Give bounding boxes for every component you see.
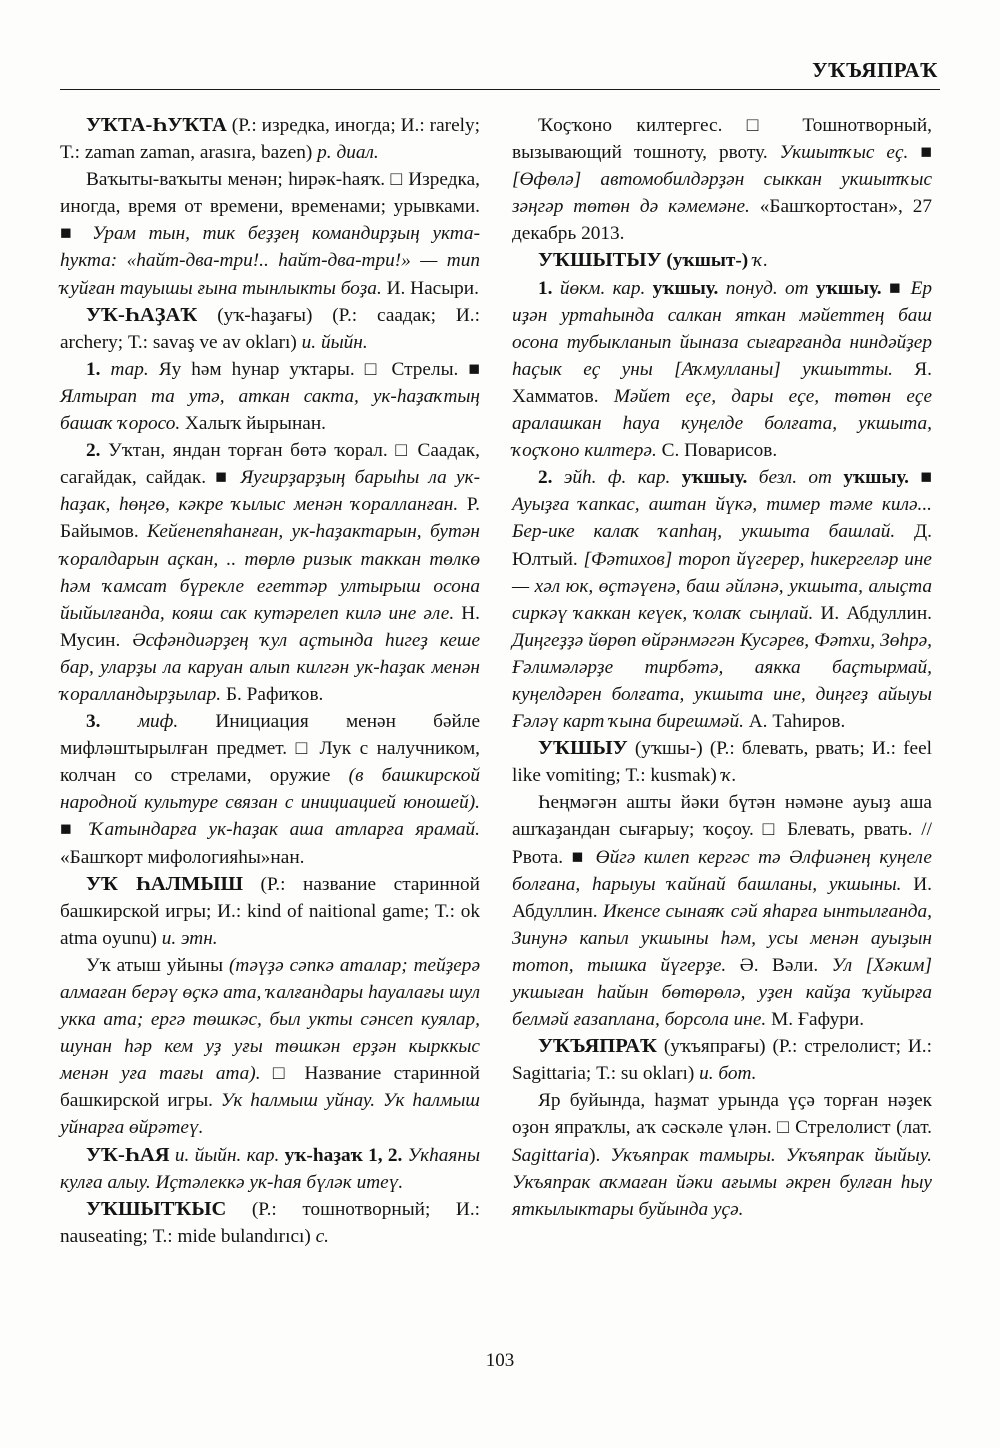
sense-number: 1.: [86, 358, 111, 380]
pos-label: р. диал.: [317, 142, 379, 164]
citation: И. Насыри.: [381, 277, 479, 299]
citation: И. Абдуллин.: [813, 602, 932, 624]
example: Укһаяны кулға алыу. Иҫтәлеккә ук-һая бүләк итеү.: [60, 1144, 481, 1193]
example: Укъяпрак тамыры. Укъяпрак йыйыу. Укъяпрак аҡмаған йәки ағымы әкрен булған һыу яткылыктары буйында уҫә.: [512, 1144, 932, 1220]
gloss: (Р.: изредка, иногда; И.: rarely; Т.: zaman zaman, arasıra, bazen): [60, 115, 480, 164]
sense: [60, 952, 480, 1142]
definition: Уҡ атыш уйыны: [86, 954, 230, 976]
definition: Ҡоҫҡоно килтергес. □ Тошнотворный, вызывающий тошноту, рвоту.: [512, 115, 932, 164]
sense-2: [60, 437, 480, 708]
example: Икенсе сынаяҡ сәй яһарға ынтылғанда, Зинунә капыл укшыны һәм, усы менән ауыҙын тотоп, тышка йүгерҙе.: [512, 900, 932, 976]
definition: Ваҡыты-ваҡыты менән; һирәк-һаяҡ. □ Изредка, иногда, время от времени, временами; урывками. ■: [60, 169, 480, 245]
header-rule: [60, 89, 940, 90]
definition-note: (тәүҙә сәпкә аталар; тейҙерә алмаған берәү өҫкә ата, ҡалғандары һауалағы шул укка ата; ергә төшкәс, был укты сәнсеп куялар, шунан һәр кем уҙ уғы төшкән ерҙән кырккыс менән уға тағы ата).: [60, 954, 480, 1085]
definition: Яр буйында, һаҙмат урында үҫә торған нәҙек оҙон япраҡлы, аҡ сәскәле үлән. □ Стрелолист (лат.: [512, 1090, 932, 1139]
gloss: (Р.: тошнотворный; И.: nauseating; Т.: mide bulandırıcı): [60, 1198, 480, 1247]
sense-number: 3.: [86, 711, 138, 733]
entry-uk-hazak: [60, 302, 480, 356]
pos-label: и. йыйн. кар.: [169, 1144, 285, 1166]
left-column: [60, 112, 480, 1250]
headword: УҠЪЯПРАҠ: [538, 1035, 657, 1058]
sense: [60, 166, 480, 301]
definition-note: (в башкирской народной культуре связан с инициацией юношей).: [60, 765, 480, 814]
sense-number: 2.: [86, 440, 109, 462]
right-column: [512, 112, 932, 1223]
example-marker: ■: [909, 467, 933, 489]
cross-reference: уҡшыу.: [815, 277, 882, 299]
example: Ул [Хәким] укшыған һайын бөтөрөлә, уҙен кайҙа ҡуйырға белмәй ғазаплана, борсола ине.: [512, 954, 932, 1031]
definition: Һеңмәгән ашты йәки бүтән нәмәне ауыҙ аша ашҡаҙандан сығарыу; ҡоҫоу. □ Блевать, рвать. // Рвота. ■: [512, 792, 932, 868]
sense-number: 2.: [538, 467, 564, 489]
example-marker: ■: [908, 142, 932, 164]
pos-label: и. этн.: [161, 927, 218, 949]
citation: «Башҡорт мифологияһы»нан.: [60, 846, 305, 868]
citation: Д. Юлтый.: [512, 521, 933, 570]
entry-ukshytyu: [512, 247, 932, 274]
cross-reference: уҡшыу.: [681, 467, 748, 489]
example: Кейенепяһанған, ук-һаҙактарын, бутән ҡоралдарын аҫкан, .. төрлө ризык таккан төлкө һәм ҡамсат бүрекле егеттәр ултырыш осона йыйылғанда, кояш сак кутәрелеп килә ине әле.: [60, 521, 480, 624]
pos-label: ҡ.: [753, 250, 769, 272]
citation: «Башҡортостан», 27 декабрь 2013.: [512, 196, 932, 245]
entry-uk-haya: [60, 1142, 480, 1196]
headword: УҠШЫТЫУ: [538, 249, 662, 272]
sense-1: [60, 356, 480, 437]
cross-reference: уҡ-һаҙаҡ 1, 2.: [284, 1144, 403, 1166]
citation: И. Абдуллин.: [512, 873, 932, 922]
sense: [512, 112, 932, 247]
gloss: (уҡшы-) (Р.: блевать, рвать; И.: feel like vomiting; Т.: kusmak): [512, 738, 932, 787]
citation: Н. Мусин.: [60, 602, 480, 651]
example: Ук һалмыш уйнау. Ук һалмыш уйнарға өйрәтеү.: [60, 1090, 480, 1139]
example: Әсфәндиәрҙең ҡул аҫтында һигеҙ кеше бар, уларҙы ла каруан алып килгән ук-һаҙак менән ҡоралландырҙылар.: [60, 629, 481, 705]
headword: УҠТА-ҺУҠТА: [86, 114, 227, 136]
gloss: (уҡ-һаҙағы) (Р.: саадак; И.: archery; Т.: savaş ve av okları): [60, 304, 480, 353]
pos-label: ҡ.: [721, 765, 737, 787]
translation: □ Название старинной башкирской игры.: [60, 1063, 480, 1112]
sense: [512, 1087, 932, 1222]
usage-label: безл. от: [747, 467, 844, 489]
definition: ).: [589, 1144, 611, 1166]
entry-uk-halmysh: [60, 871, 480, 952]
usage-label: тар.: [110, 358, 149, 380]
citation: С. Поварисов.: [656, 440, 778, 462]
example: Ялтырап та утә, аткан сакта, ук-һаҙаҡтың башаҡ ҡоросо.: [60, 385, 480, 435]
example: [Фәтихов] тороп йүгерер, һикергеләр ине — хәл юк, өҫтәүенә, баш әйләнә, укшыта, алыҫта сиркәү ҡаккан кеүек, ҡолаҡ сыңлай.: [512, 548, 932, 624]
entry-ukta-hukta: [60, 112, 480, 166]
pos-label: и. йыйн.: [301, 331, 368, 353]
latin-name: Sagittaria: [512, 1144, 590, 1166]
example: Укшытҡыс еҫ.: [779, 142, 909, 164]
headword: УҠШЫУ: [538, 737, 628, 760]
citation: Б. Рафиҡов.: [221, 683, 324, 705]
usage-label: йөкм. кар.: [559, 277, 653, 299]
example: Мәйет еҫе, дары еҫе, төтөн еҫе аралашкан һауа куңелде болғата, укшыта, ҡоҫҡоно килтерә.: [512, 385, 933, 462]
citation: Я. Хамматов.: [512, 358, 932, 407]
sense-2: [512, 464, 932, 735]
headword: УҠШЫТҠЫС: [86, 1197, 227, 1220]
example-marker: ■: [60, 819, 91, 841]
pos-label: и. бот.: [699, 1063, 757, 1085]
definition: Инициация менән бәйле мифләштырылған предмет. □ Лук с налучником, колчан со стрелами, оружие: [60, 711, 481, 787]
example-marker: ■: [881, 277, 911, 299]
citation: Халыҡ йырынан.: [180, 413, 326, 435]
example: Яугирҙарҙың барыһы ла ук-һаҙак, һөңгө, кәкре ҡылыс менән ҡоралланған.: [60, 467, 481, 516]
example: Өйгә килеп кергәс тә Әлфиәнең куңеле болғана, һарыуы ҡайнай башланы, укшыны.: [512, 846, 932, 895]
citation: Ә. Вәли.: [726, 954, 832, 976]
citation: Р. Байымов.: [60, 494, 480, 543]
example: Ауыҙға ҡапкас, аштан йүкә, тимер тәме килә... Бер-ике калаҡ ҡапһаң, укшыта башлай.: [512, 494, 932, 543]
citation: А. Таһиров.: [743, 711, 846, 733]
headword: УҠ-ҺАҘАҠ: [86, 303, 198, 326]
cross-reference: уҡшыу.: [652, 277, 719, 299]
entry-ukyaprak: [512, 1033, 932, 1087]
entry-ukshytkys: [60, 1196, 480, 1250]
sense: [512, 789, 932, 1033]
running-head: УҠЪЯПРАҠ: [812, 58, 938, 82]
entry-ukshyu: [512, 735, 932, 789]
usage-label: миф.: [137, 711, 179, 733]
citation: М. Ғафури.: [766, 1009, 865, 1031]
pos-label: с.: [315, 1225, 330, 1247]
sense-1: [512, 275, 932, 465]
usage-label: понуд. от: [718, 277, 816, 299]
page-number: 103: [485, 1350, 515, 1371]
definition: Яу һәм һунар уҡтары. □ Стрелы. ■: [148, 358, 480, 380]
gloss: (Р.: название старинной башкирской игры; И.: kind of naitional game; Т.: ok atma oyunu): [60, 873, 480, 949]
sense-3: [60, 708, 480, 871]
gloss: (уҡъяпрағы) (Р.: стрелолист; И.: Sagittaria; Т.: su okları): [512, 1036, 932, 1085]
example: Диңгеҙҙә йөрөп өйрәнмәгән Кусәрев, Фәтхи, Зөһрә, Ғәлимәләрҙе тирбәтә, аякка баҫтырмай, куңелдәрен болғата, укшыта ине, диңгеҙ айыуы Ғәләү карт ҡына бирешмәй.: [512, 629, 932, 733]
sense-number: 1.: [538, 277, 560, 299]
example: Ер иҙән уртаһында салкан яткан мәйеттең баш осона тубыкланып йыназа сығарғанда ниндәйҙер һаҫык еҫ уны [Аҡмулланы] укшытты.: [512, 277, 932, 380]
stem: (уҡшыт-): [661, 250, 754, 272]
example: Ҡатындарға ук-һаҙак аша атларға ярамай.: [90, 819, 480, 841]
example: [Өфөлә] автомобилдәрҙән сыккан укшытҡыс зәңгәр төтөн дә кәмемәне.: [512, 169, 932, 218]
cross-reference: уҡшыу.: [843, 467, 910, 489]
headword: УҠ ҺАЛМЫШ: [86, 872, 243, 895]
usage-label: эйһ. ф. кар.: [563, 467, 682, 489]
headword: УҠ-ҺАЯ: [86, 1143, 170, 1166]
definition: Уҡтан, яндан торған бөтә ҡорал. □ Саадак, сагайдак, сайдак. ■: [60, 440, 480, 489]
example: Урам тын, тик беҙҙең командирҙың укта-һукта: «һайт-два-три!.. һайт-два-три!» — тип ҡуйған тауышы ғына тынлыкты боҙа.: [60, 223, 480, 299]
